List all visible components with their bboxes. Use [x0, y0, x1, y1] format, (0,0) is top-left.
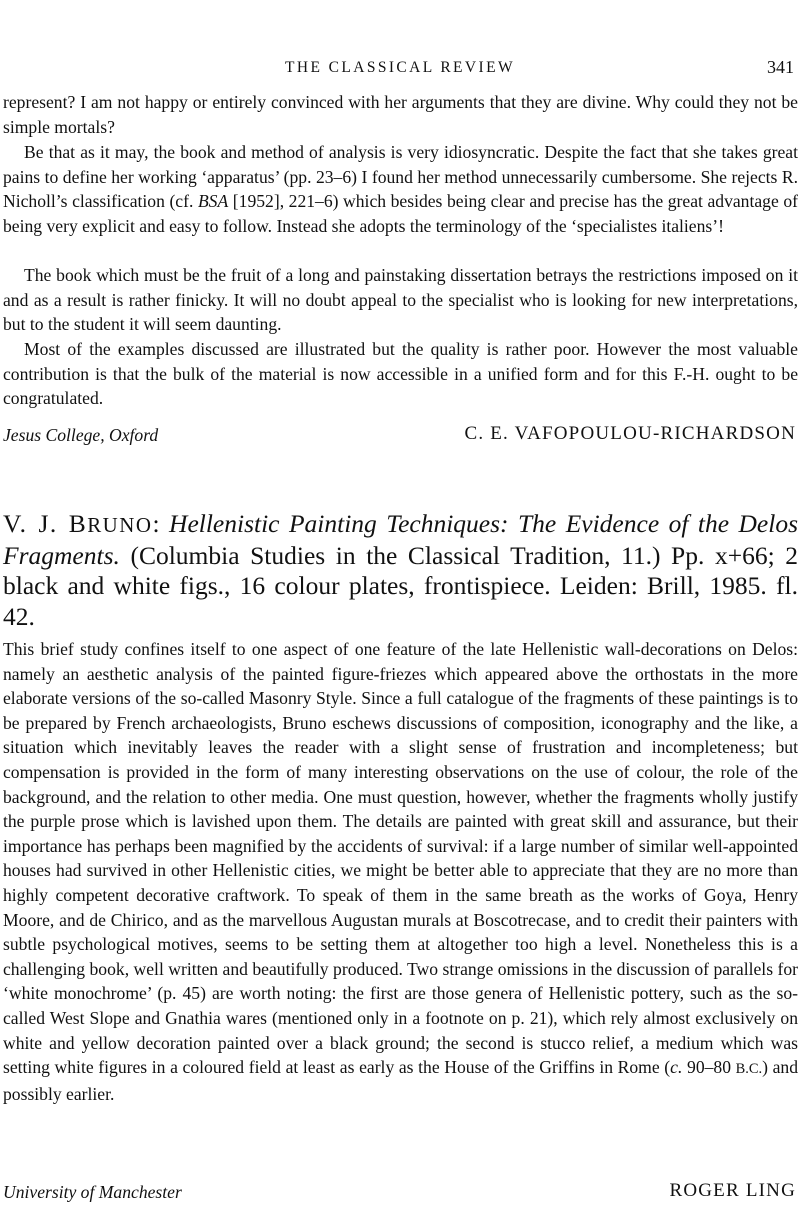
review1-paragraph-1: represent? I am not happy or entirely convinced with her arguments that they are divine. Why could they not be simple mortals? [3, 92, 798, 137]
heading-colon: : [152, 509, 170, 538]
reviewer-affiliation: Jesus College, Oxford [3, 425, 159, 445]
review1-paragraph-3: The book which must be the fruit of a long and painstaking dissertation betrays the restrictions imposed on it and as a result is rather finicky. It will no doubt appeal to the specialist who is looking for new interpretations, but to the student it will seem daunting. [3, 265, 798, 335]
journal-title: THE CLASSICAL REVIEW [285, 59, 515, 76]
running-head [0, 57, 800, 81]
author-prefix: V. J. B [3, 509, 88, 538]
book-title: Hellenistic Painting Techniques: The Evidence of the Delos Fragments. [3, 509, 798, 570]
review2-signature [3, 1180, 798, 1206]
paragraph-text: This brief study confines itself to one aspect of one feature of the late Hellenistic wall-decorations on Delos: namely an aesthetic analysis of the painted figure-friezes which appeared above the orthostats in the more elaborate versions of the so-called Masonry Style. Since a full catalogue of the fragments of these paintings is to be prepared by French archaeologists, Bruno eschews discussions of composition, iconography and the like, a situation which inevitably leaves the reader with a slight sense of frustration and incompleteness; but compensation is provided in the form of many interesting observations on the use of colour, the role of the background, and the relation to other media. One must question, however, whether the fragments wholly justify the purple prose which is lavished upon them. The details are painted with great skill and assurance, but their importance has perhaps been magnified by the accidents of survival: if a large number of similar well-appointed houses had survived in other Hellenistic cities, we might be better able to appreciate that they are no more than highly competent decorative craftwork. To speak of them in the same breath as the works of Goya, Henry Moore, and de Chirico, and as the marvellous Augustan murals at Boscotrecase, and to credit their painters with subtle psychological motives, seems to be setting them at altogether too high a level. Nonetheless this is a challenging book, well written and beautifully produced. Two strange omissions in the discussion of parallels for ‘white monochrome’ (p. 45) are worth noting: the first are those genera of Hellenistic pottery, such as the so-called West Slope and Gnathia wares (mentioned only in a footnote on p. 21), which rely almost exclusively on white and yellow decoration painted over a black ground; the second is stucco relief, a medium which was setting white figures in a coloured field at least as early as the House of the Griffins in Rome ( [3, 639, 798, 1078]
author-smallcaps: RUNO [87, 513, 153, 537]
reviewer-name: C. E. VAFOPOULOU-RICHARDSON [464, 423, 796, 444]
book-details: (Columbia Studies in the Classical Tradition, 11.) Pp. x+66; 2 black and white figs., 16 colour plates, frontispiece. Leiden: Brill, 1985. fl. 42. [3, 540, 798, 631]
reviewer-name: ROGER LING [669, 1180, 796, 1201]
review2-heading [3, 509, 798, 632]
review1-paragraph-4: Most of the examples discussed are illustrated but the quality is rather poor. However the most valuable contribution is that the bulk of the material is now accessible in a unified form and for this F.-H. ought to be congratulated. [3, 339, 798, 409]
page-number: 341 [767, 57, 794, 77]
review1-signature [3, 423, 798, 449]
circa-abbrev: c. [670, 1057, 683, 1078]
paragraph-text: [1952], 221–6) which besides being clear and precise has the great advantage of being very explicit and easy to follow. Instead she adopts the terminology of the ‘specialistes italiens’! [3, 191, 798, 236]
reviewer-affiliation: University of Manchester [3, 1182, 182, 1202]
paragraph-text: ) and possibly earlier. [3, 1057, 799, 1104]
review1-paragraph-2 [3, 140, 798, 238]
paragraph-text: 90–80 [682, 1057, 736, 1078]
bc-abbrev: B.C. [735, 1061, 763, 1078]
review2-body [3, 637, 798, 1106]
book-author [3, 509, 152, 538]
journal-abbrev: BSA [197, 191, 229, 212]
paragraph-text: Be that as it may, the book and method of analysis is very idiosyncratic. Despite the fact that she takes great pains to define her working ‘apparatus’ (pp. 23–6) I found her method unnecessarily cumbersome. She rejects R. Nicholl’s classification (cf. [3, 142, 798, 212]
